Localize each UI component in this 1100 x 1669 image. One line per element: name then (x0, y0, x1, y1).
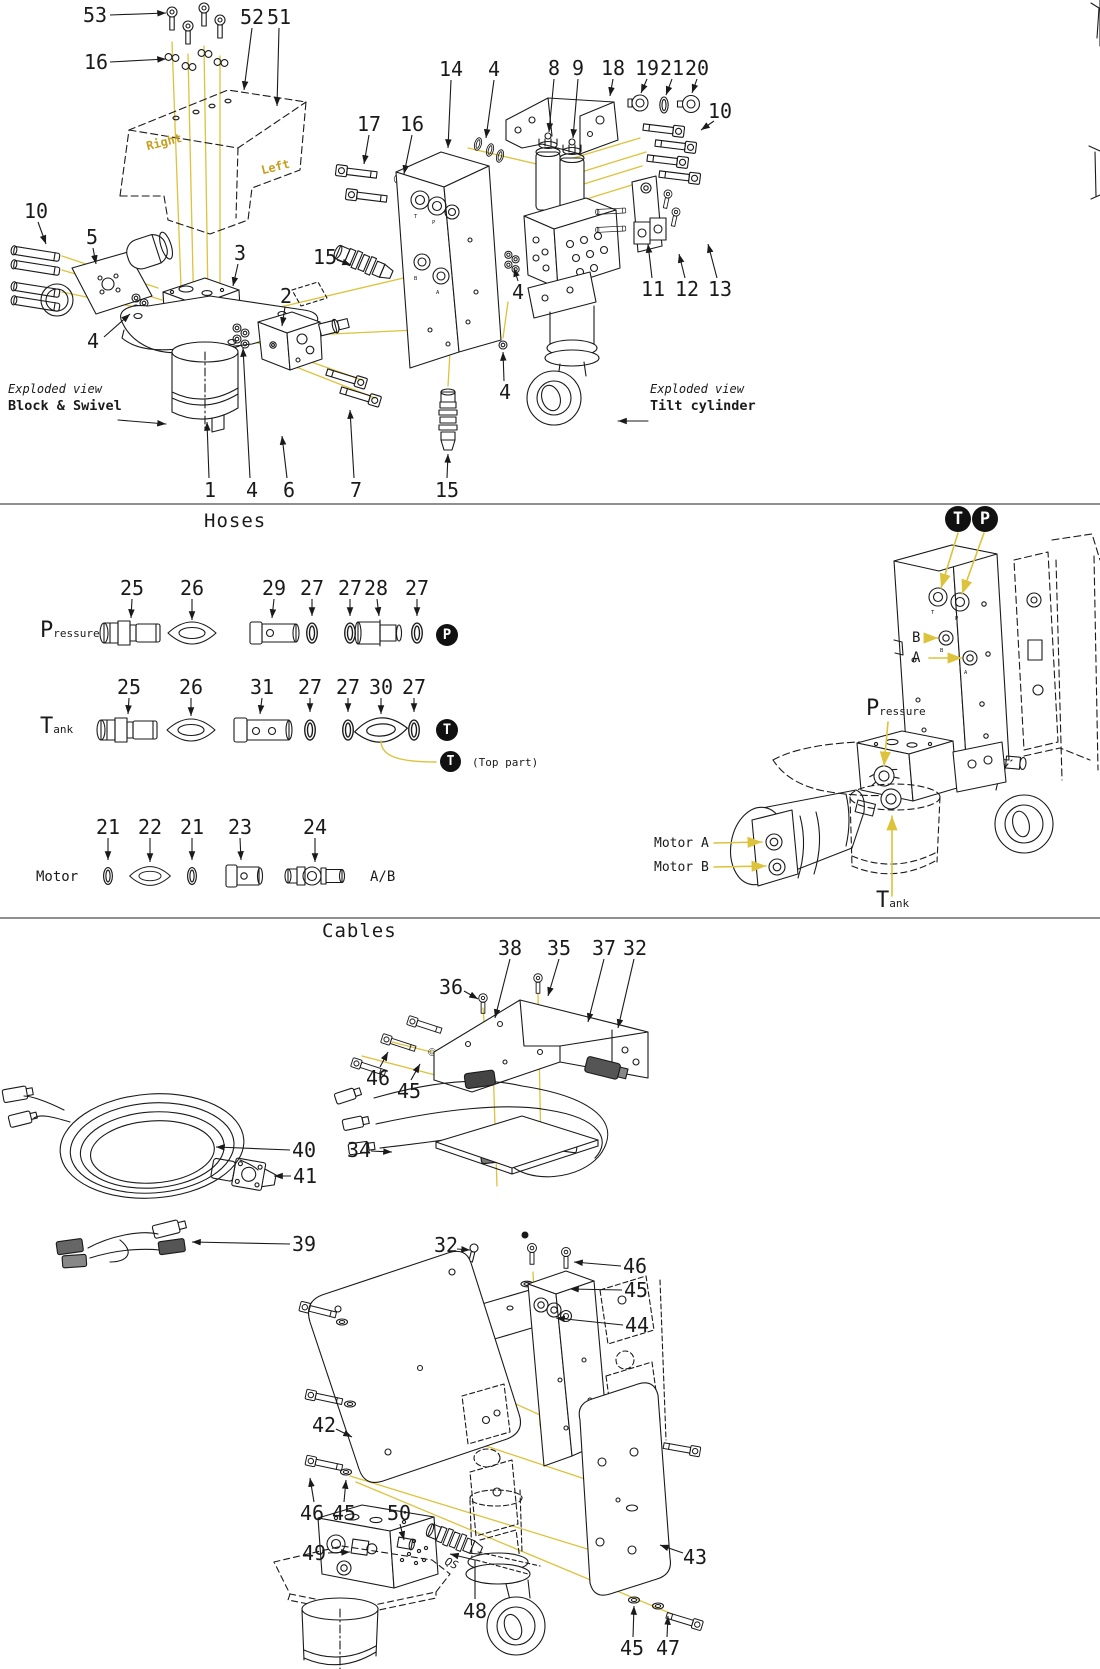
leader-line-4 (486, 80, 494, 138)
callout-32: 32 (622, 936, 648, 960)
leader-line-51 (277, 28, 279, 106)
leader-line-8 (549, 79, 554, 132)
leader-line-21 (666, 79, 672, 95)
callout-53: 53 (82, 3, 108, 27)
callout-30: 30 (368, 675, 394, 699)
port-mark: T (414, 214, 418, 220)
callout-46: 46 (299, 1501, 325, 1525)
assembly-pressure-label (866, 698, 926, 720)
callout-27: 27 (297, 675, 323, 699)
callout-4: 4 (487, 57, 501, 81)
callout-15: 15 (434, 478, 460, 502)
port-mark: P (955, 616, 959, 622)
callout-7: 7 (349, 478, 363, 502)
leader-line-11 (648, 244, 652, 278)
pressure-row-label (40, 620, 100, 642)
callout-27: 27 (404, 576, 430, 600)
callout-38: 38 (497, 936, 523, 960)
motor-row-label: Motor (36, 869, 79, 885)
section-divider-1 (0, 503, 1100, 505)
top-part-badge: T (440, 751, 461, 772)
leader-line-10 (701, 121, 714, 130)
callout-49: 49 (301, 1541, 327, 1565)
callout-11: 11 (640, 277, 666, 301)
motor-a-label: Motor A (654, 836, 709, 851)
leader-line-3 (233, 264, 238, 286)
leader-line-46 (380, 1052, 388, 1067)
callout-21: 21 (95, 815, 121, 839)
pressure-label-main: P (40, 618, 54, 643)
tank-label-sub: ank (53, 723, 74, 736)
leader-line-36 (464, 991, 478, 999)
callout-32: 32 (433, 1233, 459, 1257)
assembly-pressure-badge: P (972, 506, 998, 532)
leader-line-10 (38, 222, 46, 244)
callout-37: 37 (591, 936, 617, 960)
callout-4: 4 (498, 380, 512, 404)
callout-4: 4 (245, 478, 259, 502)
port-mark: T (931, 610, 935, 616)
callout-23: 23 (227, 815, 253, 839)
callout-16: 16 (83, 50, 109, 74)
callout-27: 27 (337, 576, 363, 600)
port-mark: A (436, 290, 440, 296)
callout-36: 36 (438, 975, 464, 999)
leader-line-9 (573, 79, 578, 138)
leader-line-46 (574, 1262, 621, 1266)
leader-line-4 (104, 314, 130, 337)
cover-right-mark: Right (144, 130, 184, 154)
top-part-note: (Top part) (472, 756, 539, 769)
leader-line-49 (328, 1552, 350, 1553)
cables-title: Cables (322, 920, 397, 942)
callout-4: 4 (511, 280, 525, 304)
callout-22: 22 (137, 815, 163, 839)
callout-26: 26 (179, 576, 205, 600)
leader-line-16 (110, 59, 166, 62)
assembly-tank-sub: ank (889, 897, 910, 910)
callout-46: 46 (365, 1066, 391, 1090)
callout-41: 41 (292, 1164, 318, 1188)
leader-line-16 (404, 135, 412, 174)
callout-27: 27 (299, 576, 325, 600)
leader-line-45 (411, 1064, 420, 1080)
callout-28: 28 (363, 576, 389, 600)
assembly-tank-main: T (876, 888, 890, 913)
right-caption-italic: Exploded view (650, 382, 744, 396)
leader-line-25 (131, 599, 132, 618)
leader-line-35 (548, 959, 559, 996)
callout-15: 15 (312, 245, 338, 269)
leader-line-14 (448, 80, 451, 148)
leader-line-2 (282, 307, 285, 326)
leader-line-28 (377, 599, 379, 616)
leader-line-15 (337, 260, 351, 265)
leader-line-45 (570, 1289, 622, 1290)
callout-45: 45 (331, 1501, 357, 1525)
callout-19: 19 (634, 56, 660, 80)
motor-ab-suffix: A/B (370, 869, 396, 885)
leader-line-31 (260, 698, 262, 714)
leader-line-25 (128, 698, 129, 714)
callout-20: 20 (684, 56, 710, 80)
leader-line-34 (371, 1151, 392, 1152)
leader-line-12 (679, 254, 685, 278)
motor-b-label: Motor B (654, 860, 709, 875)
callout-16: 16 (399, 112, 425, 136)
assembly-pressure-sub: ressure (879, 705, 926, 718)
leader-line-47 (667, 1616, 668, 1637)
leader-line-4 (243, 348, 250, 478)
callout-10: 10 (23, 199, 49, 223)
callout-47: 47 (655, 1636, 681, 1660)
callout-21: 21 (179, 815, 205, 839)
callout-4: 4 (86, 329, 100, 353)
left-caption-italic: Exploded view (8, 382, 102, 396)
callout-34: 34 (346, 1138, 372, 1162)
port-mark: P (432, 220, 436, 226)
callout-9: 9 (571, 56, 585, 80)
leader-line-1 (207, 422, 209, 478)
leader-line-13 (708, 244, 717, 278)
leader-line-52 (244, 28, 252, 90)
leader-line-19 (641, 79, 647, 93)
callout-52: 52 (239, 5, 265, 29)
leader-line-39 (192, 1242, 290, 1244)
callout-25: 25 (119, 576, 145, 600)
pressure-label-sub: ressure (53, 627, 100, 640)
callout-18: 18 (600, 56, 626, 80)
callout-24: 24 (302, 815, 328, 839)
callout-31: 31 (249, 675, 275, 699)
callout-48: 48 (462, 1599, 488, 1623)
callout-2: 2 (279, 284, 293, 308)
leader-line-7 (350, 410, 354, 478)
leader-line-53 (110, 13, 166, 15)
callout-14: 14 (438, 57, 464, 81)
leader-line-40 (216, 1147, 290, 1150)
callout-12: 12 (674, 277, 700, 301)
callout-35: 35 (546, 936, 572, 960)
leader-line-5 (93, 248, 96, 264)
cover-left-mark: Left (259, 156, 292, 178)
assembly-tank-label (876, 890, 909, 912)
callout-45: 45 (619, 1636, 645, 1660)
assembly-port-a-label: A (912, 650, 921, 666)
callout-26: 26 (178, 675, 204, 699)
callout-3: 3 (233, 241, 247, 265)
left-caption-bold: Block & Swivel (8, 398, 122, 414)
callout-45: 45 (623, 1278, 649, 1302)
leader-line-45 (633, 1606, 634, 1637)
leader-line-4 (503, 352, 504, 381)
qs-mark: QS (442, 1554, 461, 1573)
leader-line-15 (447, 454, 448, 478)
callout-5: 5 (85, 225, 99, 249)
leader-line-6 (282, 436, 287, 478)
callout-42: 42 (311, 1413, 337, 1437)
callout-27: 27 (401, 675, 427, 699)
callout-10: 10 (707, 99, 733, 123)
pressure-badge: P (436, 624, 458, 646)
port-mark: B (940, 648, 944, 654)
callout-13: 13 (707, 277, 733, 301)
callout-43: 43 (682, 1545, 708, 1569)
leader-line-50 (400, 1524, 404, 1540)
assembly-pressure-main: P (866, 696, 880, 721)
callout-17: 17 (356, 112, 382, 136)
leader-line-37 (588, 959, 604, 1022)
leader-line-44 (556, 1318, 623, 1325)
callout-25: 25 (116, 675, 142, 699)
tank-badge: T (436, 719, 458, 741)
leader-line-48 (450, 1554, 475, 1599)
callout-44: 44 (624, 1313, 650, 1337)
callout-29: 29 (261, 576, 287, 600)
callout-6: 6 (282, 478, 296, 502)
callout-40: 40 (291, 1138, 317, 1162)
callout-46: 46 (622, 1254, 648, 1278)
leader-line-38 (495, 959, 510, 1018)
leader-line-42 (336, 1429, 352, 1437)
leader-line-43 (660, 1545, 683, 1553)
section-divider-2 (0, 917, 1100, 919)
port-mark: B (414, 276, 418, 282)
tank-row-label (40, 716, 73, 738)
callout-8: 8 (547, 56, 561, 80)
callout-50: 50 (386, 1501, 412, 1525)
leader-line-46 (310, 1478, 314, 1502)
callout-1: 1 (203, 478, 217, 502)
port-mark: A (964, 670, 968, 676)
callout-39: 39 (291, 1232, 317, 1256)
hoses-title: Hoses (204, 510, 267, 532)
callout-51: 51 (266, 5, 292, 29)
tank-label-main: T (40, 714, 54, 739)
leader-line-45 (344, 1480, 346, 1502)
leader-line-17 (364, 135, 369, 164)
right-caption-bold: Tilt cylinder (650, 398, 756, 414)
callout-27: 27 (335, 675, 361, 699)
leader-line-29 (272, 599, 274, 618)
leader-line-18 (610, 79, 613, 96)
leader-line-32 (618, 959, 634, 1028)
leader-line-4 (514, 268, 518, 281)
leader-line-23 (240, 838, 241, 860)
callout-45: 45 (396, 1079, 422, 1103)
assembly-tank-badge: T (945, 506, 971, 532)
callout-21: 21 (659, 56, 685, 80)
assembly-port-b-label: B (912, 630, 921, 646)
leader-line-32 (457, 1249, 470, 1250)
leader-line-20 (692, 79, 697, 93)
